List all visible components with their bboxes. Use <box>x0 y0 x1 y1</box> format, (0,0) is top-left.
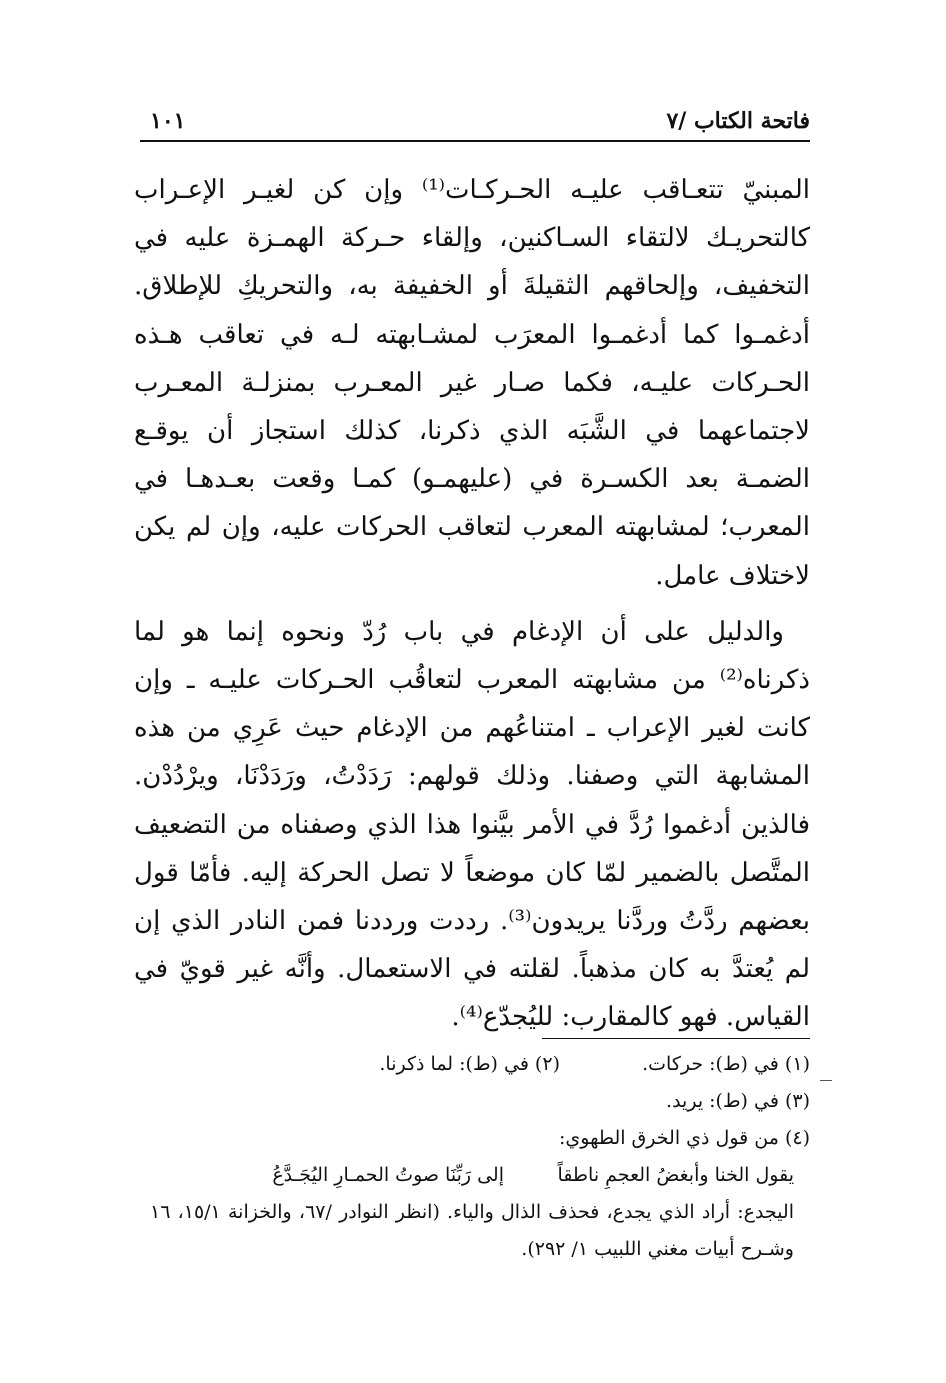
footnote-2: (٢) في (ط): لما ذكرنا. <box>379 1053 560 1075</box>
header-title: فاتحة الكتاب /٧ <box>666 108 810 134</box>
verse-second-hemistich: إلى رَبِّنَا صوتُ الحمـارِ اليُجَـدَّعُ <box>272 1164 504 1186</box>
page-number: ١٠١ <box>150 108 186 134</box>
footnotes <box>150 1046 810 1268</box>
footnote-4: (٤) من قول ذي الخرق الطهوي: <box>559 1127 810 1149</box>
verse-first-hemistich: يقول الخنا وأبغضُ العجمِ ناطقاً <box>557 1164 794 1186</box>
margin-mark <box>820 1080 832 1081</box>
verse <box>150 1157 810 1194</box>
main-text <box>134 166 810 1042</box>
footnote-row-1 <box>150 1046 810 1083</box>
running-header <box>140 106 810 142</box>
footnote-3: (٣) في (ط): يريد. <box>666 1090 810 1112</box>
paragraph-2: والدليل على أن الإدغام في باب رُدّ ونحوه إنما هو لما ذكرناه⁽²⁾ من مشابهته المعرب لتعاقُب الحـركات عليـه ـ وإن كانت لغير الإعراب ـ امتناعُهم من الإدغام حيث عَرِي من هذه المشابهة التي وصفنا. وذلك قولهم: رَدَدْتُ، ورَدَدْنَا، ويرْدُدْن. فالذين أدغموا رُدَّ في الأمر بيَّنوا هذا الذي وصفناه من التضعيف المتَّصل بالضمير لمّا كان موضعاً لا تصل الحركة إليه. فأمّا قول بعضهم ردَّتُ وردَّنا يريدون⁽³⁾. رددت ورددنا فمن النادر الذي إن لم يُعتدَّ به كان مذهباً. لقلته في الاستعمال. وأنَّه غير قويّ في القياس. فهو كالمقارب: لليُجدّع⁽⁴⁾. <box>134 616 810 1033</box>
footnote-4-explanation: اليجدع: أراد الذي يجدع، فحذف الذال والياء. (انظر النوادر /٦٧، والخزانة ١٥/١، ١٦ وشـرح أبيات مغني اللبيب ١/ ٢٩٢). <box>150 1201 794 1260</box>
paragraph-1: المبنيّ تتعـاقب عليـه الحـركـات⁽¹⁾ وإن كن لغيـر الإعـراب كالتحريـك لالتقاء السـاكنين، وإلقاء حـركة الهمـزة عليه في التخفيف، وإلحاقهم الثقيلةَ أو الخفيفة به، والتحريكِ للإطلاق. أدغمـوا كما أدغمـوا المعرَب لمشـابهته لـه في تعاقب هـذه الحـركات عليـه، فكما صـار غير المعـرب بمنزلـة المعـرب لاجتماعهما في الشَّبَه الذي ذكرنا، كذلك استجاز أن يوقـع الضمـة بعد الكسـرة في (عليهمـو) كمـا وقعت بعـدهـا في المعرب؛ لمشابهته المعرب لتعاقب الحركات عليه، وإن لم يكن لاختلاف عامل. <box>134 175 810 591</box>
footnote-separator <box>542 1038 810 1039</box>
footnote-1: (١) في (ط): حركات. <box>642 1053 810 1075</box>
